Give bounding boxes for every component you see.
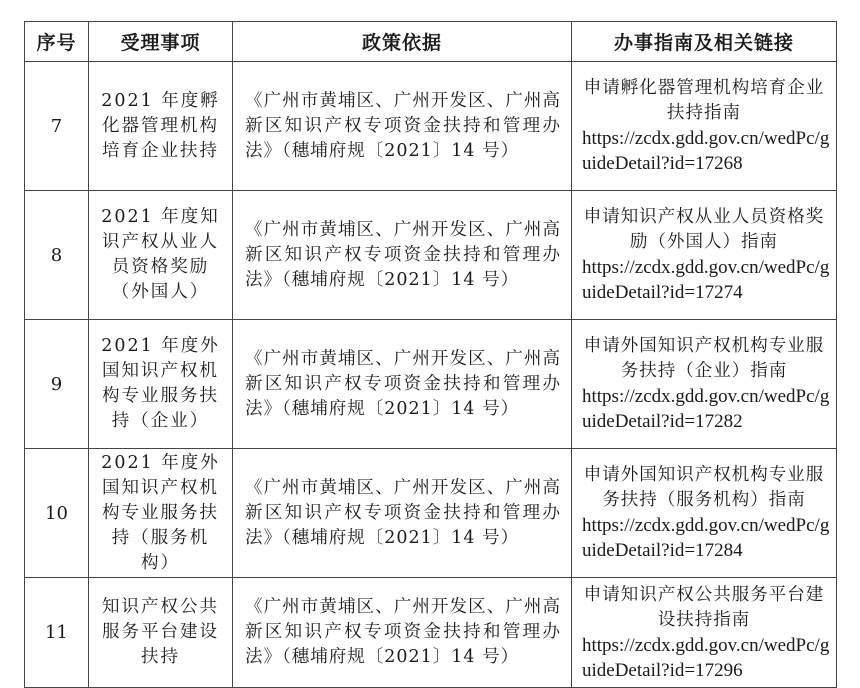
row-item: 2021 年度孵化器管理机构培育企业扶持: [89, 62, 233, 191]
header-item: 受理事项: [89, 22, 233, 62]
guide-name: 申请知识产权公共服务平台建设扶持指南: [583, 584, 825, 630]
guide-name: 申请外国知识产权机构专业服务扶持（企业）指南: [583, 336, 825, 381]
row-policy: [233, 320, 572, 449]
row-number: 8: [25, 191, 89, 320]
row-policy: [233, 578, 572, 688]
guide-name: 申请外国知识产权机构专业服务扶持（服务机构）指南: [583, 465, 825, 510]
row-policy: [233, 62, 572, 191]
row-policy: [233, 449, 572, 578]
table-row: [25, 320, 837, 449]
guide-link[interactable]: https://zcdx.gdd.gov.cn/wedPc/guideDetail?id=17296: [582, 634, 830, 681]
row-guide: [572, 191, 837, 320]
header-policy: 政策依据: [233, 22, 572, 62]
row-guide: [572, 62, 837, 191]
policy-text: 《广州市黄埔区、广州开发区、广州高新区知识产权专项资金扶持和管理办法》（穗埔府规〔2021〕14 号）: [245, 90, 561, 161]
header-no: 序号: [25, 22, 89, 62]
guide-link[interactable]: https://zcdx.gdd.gov.cn/wedPc/guideDetail?id=17282: [582, 386, 830, 432]
policy-text: 《广州市黄埔区、广州开发区、广州高新区知识产权专项资金扶持和管理办法》（穗埔府规〔2021〕14 号）: [245, 348, 561, 419]
row-policy: [233, 191, 572, 320]
table-row: [25, 578, 837, 688]
table-row: [25, 191, 837, 320]
policy-table: [24, 21, 837, 688]
table-row: [25, 62, 837, 191]
row-number: 11: [25, 578, 89, 688]
header-guide: 办事指南及相关链接: [572, 22, 837, 62]
table-row: [25, 449, 837, 578]
policy-text: 《广州市黄埔区、广州开发区、广州高新区知识产权专项资金扶持和管理办法》（穗埔府规〔2021〕14 号）: [245, 477, 561, 548]
policy-text: 《广州市黄埔区、广州开发区、广州高新区知识产权专项资金扶持和管理办法》（穗埔府规〔2021〕14 号）: [245, 597, 561, 667]
row-item: 2021 年度知识产权从业人员资格奖励（外国人）: [89, 191, 233, 320]
row-number: 7: [25, 62, 89, 191]
row-guide: [572, 449, 837, 578]
row-guide: [572, 578, 837, 688]
row-number: 10: [25, 449, 89, 578]
guide-link[interactable]: https://zcdx.gdd.gov.cn/wedPc/guideDetail?id=17284: [582, 515, 830, 561]
row-item: 知识产权公共服务平台建设扶持: [89, 578, 233, 688]
guide-link[interactable]: https://zcdx.gdd.gov.cn/wedPc/guideDetail?id=17268: [582, 128, 830, 174]
row-number: 9: [25, 320, 89, 449]
policy-text: 《广州市黄埔区、广州开发区、广州高新区知识产权专项资金扶持和管理办法》（穗埔府规〔2021〕14 号）: [245, 219, 561, 290]
table-header-row: [25, 22, 837, 62]
row-guide: [572, 320, 837, 449]
policy-table-container: [24, 21, 836, 688]
row-item: 2021 年度外国知识产权机构专业服务扶持（企业）: [89, 320, 233, 449]
guide-name: 申请孵化器管理机构培育企业扶持指南: [583, 78, 825, 123]
row-item: 2021 年度外国知识产权机构专业服务扶持（服务机构）: [89, 449, 233, 578]
guide-link[interactable]: https://zcdx.gdd.gov.cn/wedPc/guideDetail?id=17274: [582, 257, 830, 303]
guide-name: 申请知识产权从业人员资格奖励（外国人）指南: [583, 207, 825, 252]
